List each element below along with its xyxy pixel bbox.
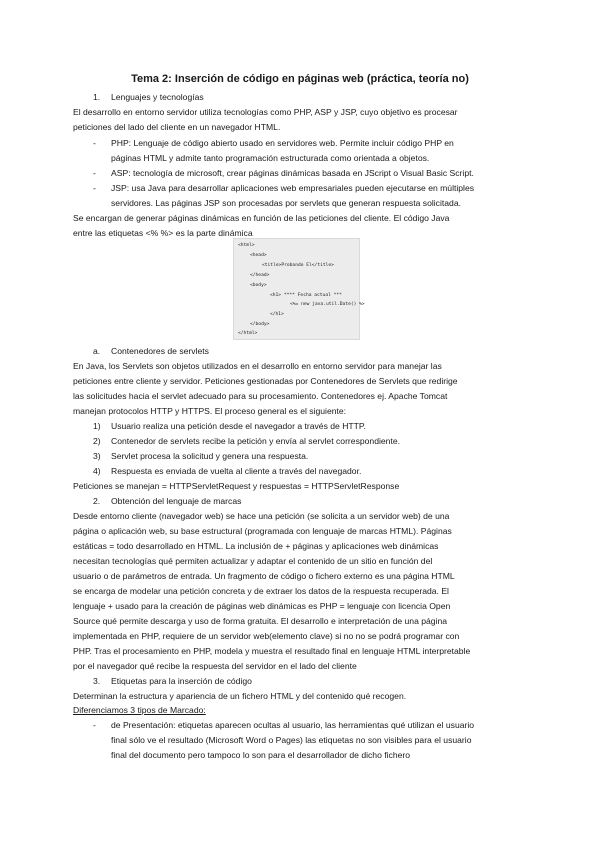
code-line: </head> (250, 273, 270, 278)
paragraph-line: las solicitudes hacia el servlet adecuado para su procesamiento. Contenedores ej. Apache Tomcat (73, 391, 448, 401)
code-line: </h1> (270, 312, 284, 317)
subheading: Diferenciamos 3 tipos de Marcado: (73, 705, 206, 715)
code-line: <body> (250, 283, 267, 288)
code-line: <html> (238, 243, 255, 248)
section1-number: 1. (93, 92, 101, 102)
section1-heading: Lenguajes y tecnologías (111, 92, 204, 102)
step-text: Servlet procesa la solicitud y genera una respuesta. (111, 451, 309, 461)
bullet-marker: - (93, 138, 96, 148)
paragraph-line: El desarrollo en entorno servidor utiliza tecnologías como PHP, ASP y JSP, cuyo objetivo es procesar (73, 107, 458, 117)
code-line: <title>Probando El</title> (262, 263, 334, 268)
paragraph-line: peticiones del lado del cliente en un navegador HTML. (73, 122, 281, 132)
code-line: </body> (250, 322, 270, 327)
paragraph-line: estáticas = todo desarrollado en HTML. La inclusión de + páginas y aplicaciones web dinámicas (73, 541, 439, 551)
paragraph-line: lenguaje + usado para la creación de páginas web dinámicas es PHP = lenguaje con licencia Open (73, 601, 451, 611)
section2-number: 2. (93, 496, 101, 506)
bullet-marker: - (93, 183, 96, 193)
bullet-line: final sólo ve el resultado (Microsoft Word o Pages) las etiquetas no son visibles para el usuario (111, 735, 472, 745)
code-line: </html> (238, 331, 258, 336)
paragraph-line: implementada en PHP, requiere de un servidor web(elemento clave) si no no se podrá programar con (73, 631, 460, 641)
code-snippet-image (233, 238, 365, 340)
paragraph-line: manejan protocolos HTTP y HTTPS. El proceso general es el siguiente: (73, 406, 347, 416)
step-number: 4) (93, 466, 101, 476)
bullet-line: final del documento pero tampoco lo son para el desarrollador de dicho fichero (111, 750, 411, 760)
paragraph-line: por el navegador qué recibe la respuesta del servidor en el lado del cliente (73, 661, 357, 671)
paragraph-line: En Java, los Servlets son objetos utilizados en el desarrollo en entorno servidor para manejar las (73, 361, 442, 371)
sectionA-heading: Contenedores de servlets (111, 346, 209, 356)
bullet-marker: - (93, 720, 96, 730)
paragraph-line: usuario o de parámetros de entrada. Un fragmento de código o fichero externo es una página HTML (73, 571, 455, 581)
step-text: Respuesta es enviada de vuelta al cliente a través del navegador. (111, 466, 362, 476)
bullet-line: JSP: usa Java para desarrollar aplicaciones web empresariales pueden ejecutarse en múltiples (111, 183, 475, 193)
code-line: <head> (250, 253, 267, 258)
sectionA-number: a. (93, 346, 101, 356)
paragraph-line: entre las etiquetas <% %> es la parte dinámica (73, 228, 253, 238)
paragraph-line: se encarga de modelar una petición concreta y de extraer los datos de la respuesta recuperada. El (73, 586, 449, 596)
bullet-line: PHP: Lenguaje de código abierto usado en servidores web. Permite incluir código PHP en (111, 138, 454, 148)
bullet-line: servidores. Las páginas JSP son procesadas por servlets que generan respuesta solicitada. (111, 198, 462, 208)
paragraph-line: necesitan tecnologías qué permiten actualizar y adaptar el contenido de un sitio en función del (73, 556, 433, 566)
bullet-line: de Presentación: etiquetas aparecen ocultas al usuario, las herramientas qué utilizan el usuario (111, 720, 475, 730)
bullet-line: ASP: tecnología de microsoft, crear páginas dinámicas basada en JScript o Visual Basic Script. (111, 168, 474, 178)
paragraph-line: Se encargan de generar páginas dinámicas en función de las peticiones del cliente. El código Java (73, 213, 450, 223)
paragraph-line: Desde entorno cliente (navegador web) se hace una petición (se solicita a un servidor web) de una (73, 511, 450, 521)
code-line: <%= new java.util.Date() %> (290, 302, 365, 307)
paragraph-line: página o aplicación web, su base estructural (programada con lenguaje de marcas HTML). Páginas (73, 526, 452, 536)
paragraph-line: Determinan la estructura y apariencia de un fichero HTML y del contenido qué recogen. (73, 691, 407, 701)
page-title: Tema 2: Inserción de código en páginas web (práctica, teoría no) (131, 73, 469, 85)
code-line: <h1> **** Fecha actual *** (270, 293, 342, 298)
section2-heading: Obtención del lenguaje de marcas (111, 496, 242, 506)
bullet-line: páginas HTML y admite tanto programación estructurada como orientada a objetos. (111, 153, 430, 163)
step-number: 3) (93, 451, 101, 461)
step-text: Usuario realiza una petición desde el navegador a través de HTTP. (111, 421, 366, 431)
paragraph-line: peticiones entre cliente y servidor. Peticiones gestionadas por Contenedores de Servlets que redirige (73, 376, 458, 386)
paragraph-line: PHP. Tras el procesamiento en PHP, modela y muestra el resultado final en lenguaje HTML interpretable (73, 646, 471, 656)
section3-number: 3. (93, 676, 101, 686)
step-text: Contenedor de servlets recibe la petición y envía al servlet correspondiente. (111, 436, 401, 446)
paragraph-line: Peticiones se manejan = HTTPServletRequest y respuestas = HTTPServletResponse (73, 481, 400, 491)
bullet-marker: - (93, 168, 96, 178)
section3-heading: Etiquetas para la inserción de código (111, 676, 252, 686)
paragraph-line: Source qué permite descarga y uso de forma gratuita. El desarrollo e interpretación de una página (73, 616, 448, 626)
step-number: 1) (93, 421, 101, 431)
step-number: 2) (93, 436, 101, 446)
